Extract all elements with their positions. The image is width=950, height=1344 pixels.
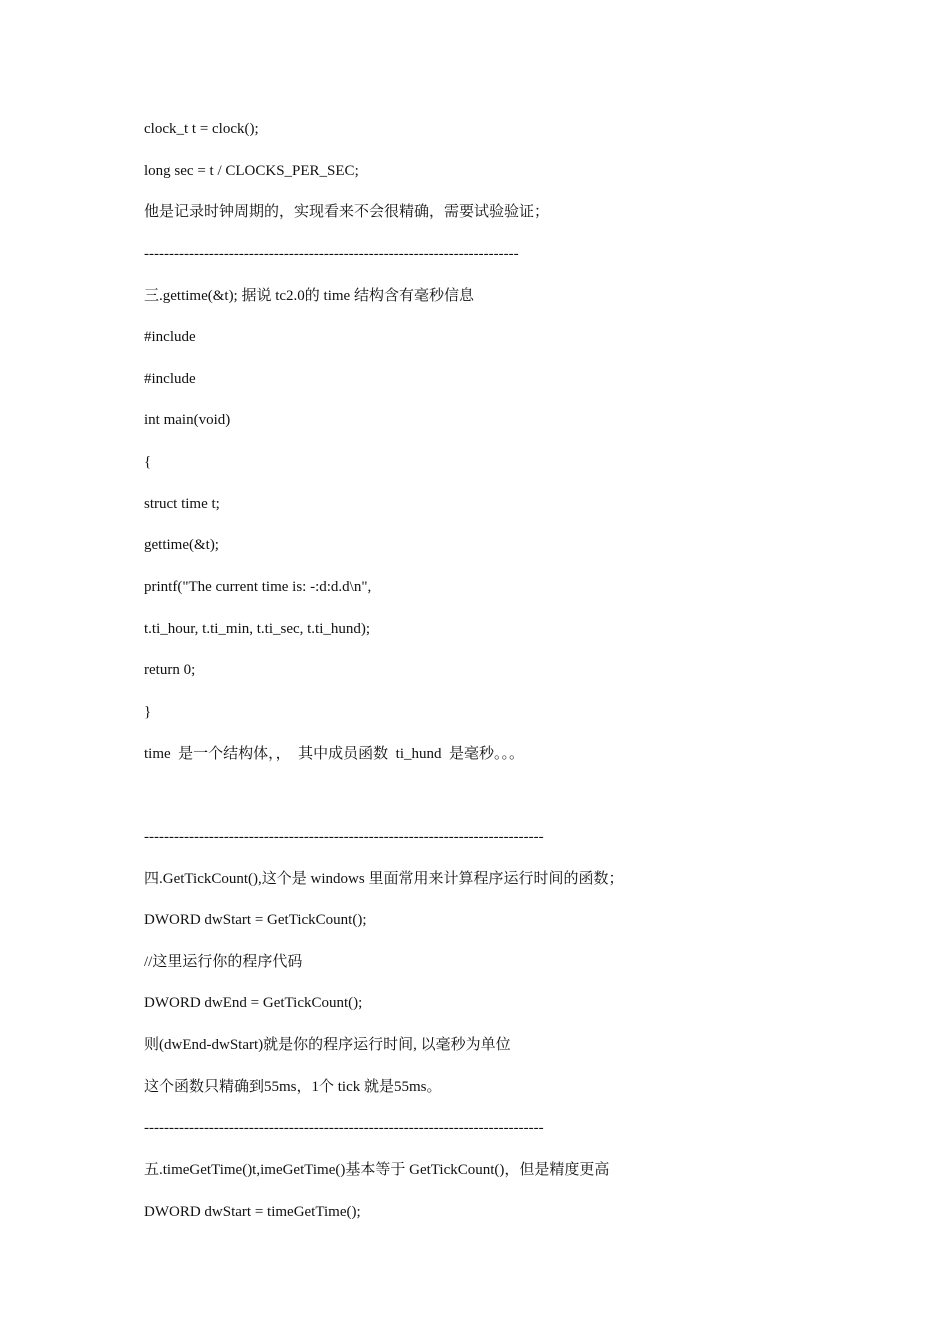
- code-line: int main(void): [144, 412, 231, 428]
- section-heading: 四.GetTickCount(),这个是 windows 里面常用来计算程序运行时间的函数；: [144, 871, 624, 887]
- code-line: return 0;: [144, 662, 196, 678]
- code-line: {: [144, 454, 152, 470]
- separator-line: ---------------------------------------------------------------------------: [144, 246, 519, 262]
- code-line: t.ti_hour, t.ti_min, t.ti_sec, t.ti_hund);: [144, 621, 371, 637]
- section-heading: 五.timeGetTime()t,imeGetTime()基本等于 GetTickCount()，但是精度更高: [144, 1162, 610, 1178]
- separator-line: --------------------------------------------------------------------------------: [144, 829, 544, 845]
- text-line: time 是一个结构体，， 其中成员函数 ti_hund 是毫秒。。。: [144, 746, 524, 762]
- code-line: #include: [144, 371, 196, 387]
- code-line: struct time t;: [144, 496, 220, 512]
- code-line: //这里运行你的程序代码: [144, 954, 303, 970]
- text-line: 他是记录时钟周期的，实现看来不会很精确，需要试验验证；: [144, 204, 550, 220]
- code-line: }: [144, 704, 152, 720]
- code-line: DWORD dwStart = GetTickCount();: [144, 912, 367, 928]
- code-line: printf("The current time is: -:d:d.d\n",: [144, 579, 372, 595]
- separator-line: --------------------------------------------------------------------------------: [144, 1120, 544, 1136]
- text-line: 这个函数只精确到55ms，1个 tick 就是55ms。: [144, 1079, 442, 1095]
- text-line: 则(dwEnd-dwStart)就是你的程序运行时间, 以毫秒为单位: [144, 1037, 511, 1053]
- code-line: #include: [144, 329, 196, 345]
- code-line: DWORD dwEnd = GetTickCount();: [144, 995, 363, 1011]
- code-line: gettime(&t);: [144, 537, 219, 553]
- code-line: clock_t t = clock();: [144, 121, 259, 137]
- section-heading: 三.gettime(&t); 据说 tc2.0的 time 结构含有毫秒信息: [144, 288, 474, 304]
- code-line: DWORD dwStart = timeGetTime();: [144, 1204, 361, 1220]
- code-line: long sec = t / CLOCKS_PER_SEC;: [144, 163, 359, 179]
